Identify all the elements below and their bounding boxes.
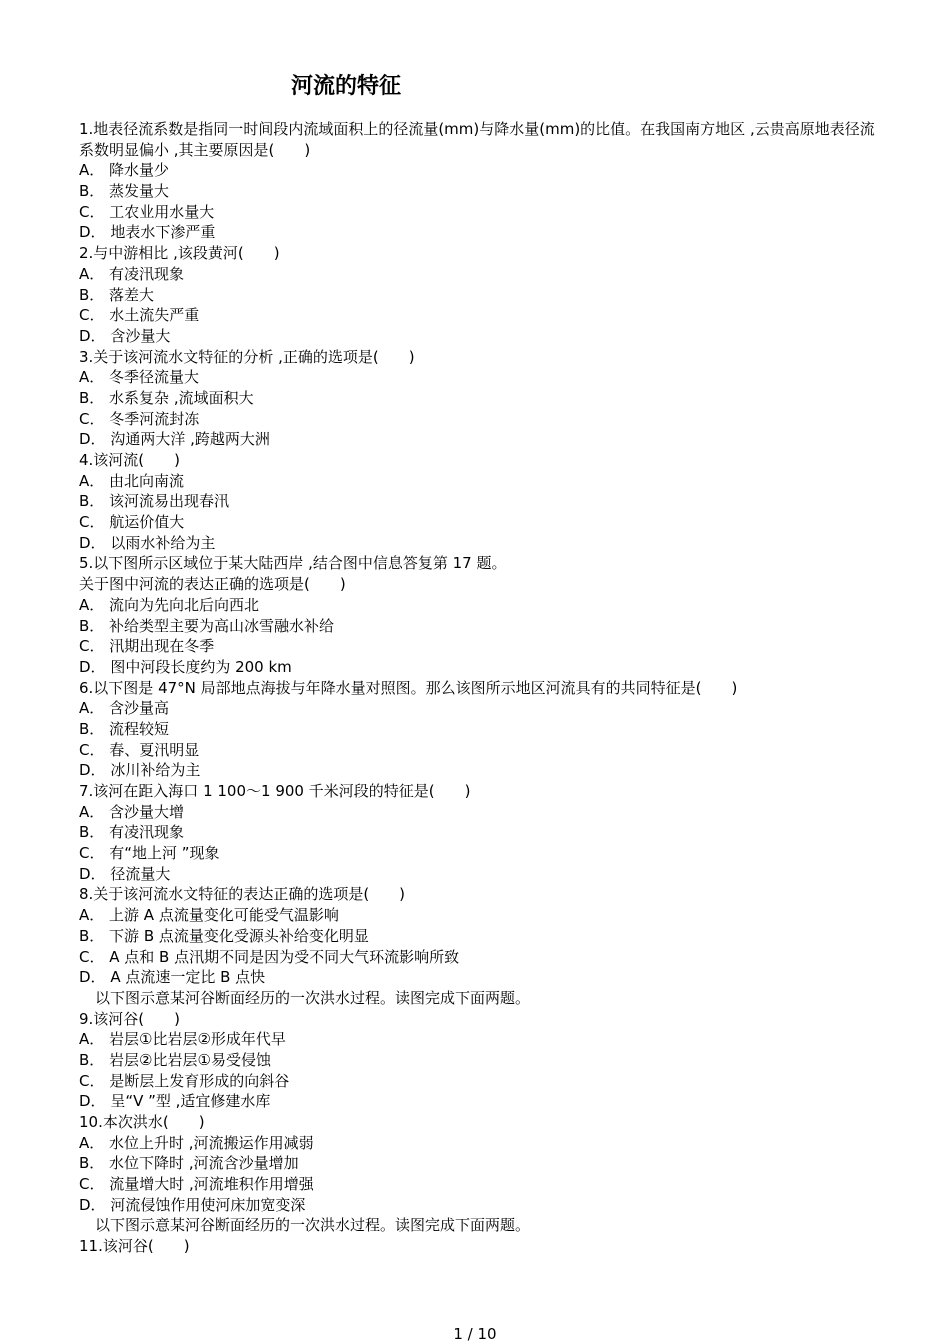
answer-option: A． 上游 A 点流量变化可能受气温影响 [79,906,339,925]
answer-option: B． 有凌汛现象 [79,823,185,842]
page-title: 河流的特征 [291,74,402,99]
answer-option: C． 工农业用水量大 [79,202,215,221]
question-text: 关于图中河流的表达正确的选项是( ) [79,575,346,594]
answer-option: D． 呈“V ”型 ,适宜修建水库 [79,1092,271,1111]
answer-option: B． 补给类型主要为高山冰雪融水补给 [79,616,335,635]
page-number: 1 / 10 [453,1325,497,1343]
answer-option: B． 落差大 [79,285,155,304]
answer-option: C． 有“地上河 ”现象 [79,844,220,863]
answer-option: D． 含沙量大 [79,326,171,345]
answer-option: A． 有凌汛现象 [79,264,185,283]
answer-option: B． 流程较短 [79,719,170,738]
answer-option: A． 冬季径流量大 [79,368,200,387]
question-text: 9.该河谷( ) [79,1009,181,1028]
answer-option: B． 蒸发量大 [79,182,170,201]
answer-option: A． 流向为先向北后向西北 [79,595,260,614]
answer-option: C． 是断层上发育形成的向斜谷 [79,1071,290,1090]
question-text: 7.该河在距入海口 1 100～1 900 千米河段的特征是( ) [79,782,471,801]
answer-option: D． 径流量大 [79,864,171,883]
answer-option: D． 冰川补给为主 [79,761,201,780]
answer-option: C． A 点和 B 点汛期不同是因为受不同大气环流影响所致 [79,947,460,966]
answer-option: C． 春、夏汛明显 [79,740,200,759]
question-text: 1.地表径流系数是指同一时间段内流域面积上的径流量(mm)与降水量(mm)的比值。在我国南方地区 ,云贵高原地表径流系数明显偏小 ,其主要原因是( ) [79,120,875,159]
answer-option: A． 岩层①比岩层②形成年代早 [79,1030,286,1049]
document-body [68,119,888,1257]
answer-option: A． 含沙量高 [79,699,170,718]
answer-option: B． 下游 B 点流量变化受源头补给变化明显 [79,926,369,945]
answer-option: A． 水位上升时 ,河流搬运作用减弱 [79,1133,314,1152]
answer-option: B． 水位下降时 ,河流含沙量增加 [79,1154,299,1173]
question-text: 10.本次洪水( ) [79,1113,205,1132]
question-text: 8.关于该河流水文特征的表达正确的选项是( ) [79,885,406,904]
instruction-text: 以下图示意某河谷断面经历的一次洪水过程。读图完成下面两题。 [95,1216,531,1235]
answer-option: D． 图中河段长度约为 200 km [79,657,292,676]
answer-option: D． A 点流速一定比 B 点快 [79,968,266,987]
answer-option: D． 沟通两大洋 ,跨越两大洲 [79,430,270,449]
answer-option: C． 冬季河流封冻 [79,409,200,428]
question-text: 3.关于该河流水文特征的分析 ,正确的选项是( ) [79,347,415,366]
question-text: 5.以下图所示区域位于某大陆西岸 ,结合图中信息答复第 17 题。 [79,554,507,573]
question-text: 2.与中游相比 ,该段黄河( ) [79,244,280,263]
answer-option: B． 该河流易出现春汛 [79,492,230,511]
answer-option: D． 河流侵蚀作用使河床加宽变深 [79,1195,306,1214]
question-text: 11.该河谷( ) [79,1237,190,1256]
answer-option: C． 汛期出现在冬季 [79,637,215,656]
instruction-text: 以下图示意某河谷断面经历的一次洪水过程。读图完成下面两题。 [95,988,531,1007]
answer-option: B． 水系复杂 ,流域面积大 [79,388,254,407]
answer-option: D． 地表水下渗严重 [79,223,216,242]
answer-option: C． 流量增大时 ,河流堆积作用增强 [79,1175,314,1194]
answer-option: C． 航运价值大 [79,513,185,532]
question-text: 6.以下图是 47°N 局部地点海拔与年降水量对照图。那么该图所示地区河流具有的共同特征是( ) [79,678,738,697]
answer-option: A． 含沙量大增 [79,802,185,821]
question-text: 4.该河流( ) [79,451,181,470]
answer-option: A． 降水量少 [79,161,170,180]
answer-option: B． 岩层②比岩层①易受侵蚀 [79,1050,271,1069]
answer-option: C． 水土流失严重 [79,306,200,325]
answer-option: A． 由北向南流 [79,471,185,490]
answer-option: D． 以雨水补给为主 [79,533,216,552]
